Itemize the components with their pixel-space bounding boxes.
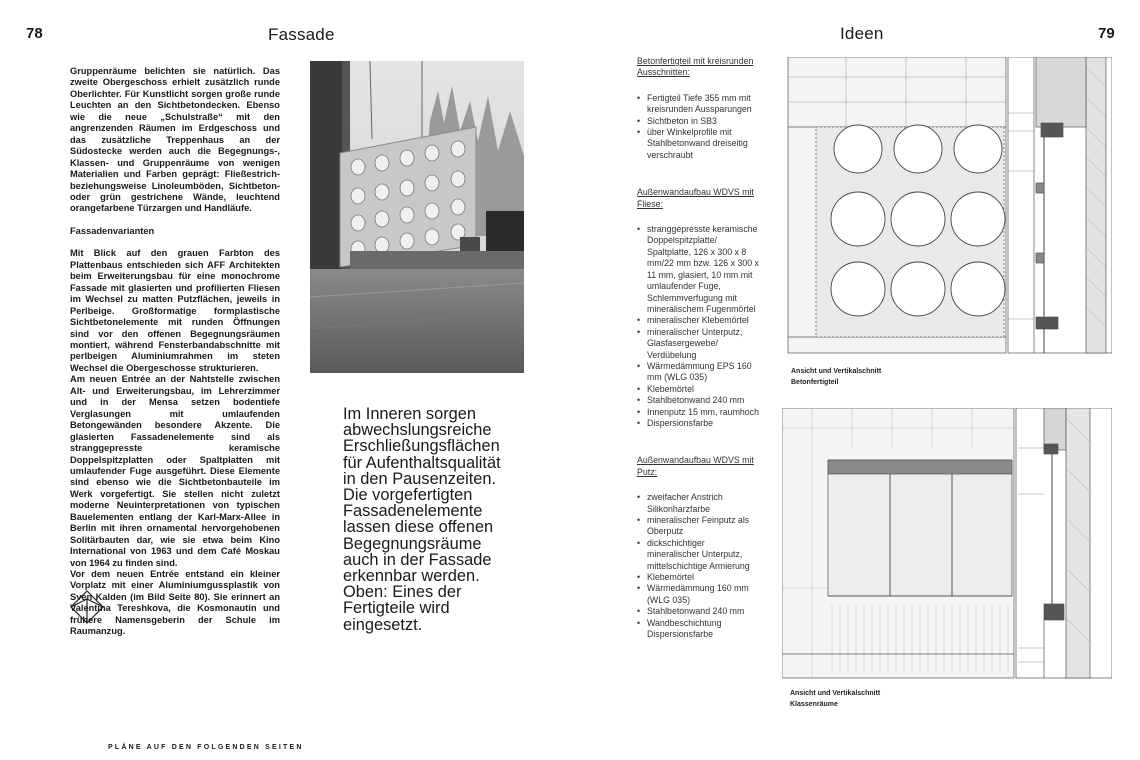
page-title-right: Ideen	[840, 24, 884, 43]
body-paragraph: Mit Blick auf den grauen Farbton des Plattenbaus entschieden sich AFF Architekten beim Erweiterungsbau für eine monochrome Fassade mit glasierten und profilierten Fliesen im Wechsel zu matten Putzflächen, jeweils in Perlbeige. Großformatige formplastische Sichtbetonelemente mit runden Öffnungen sind vor den offenen Begegnungsräumen montiert, während Fensterbandabschnitte mit perlbeigen Aluminiumrahmen im steten Wechsel die Obergeschosse strukturieren.	[70, 248, 280, 373]
spec-item: • stranggepresste keramische Doppelspitzplatte/ Spaltplatte, 126 x 300 x 8 mm/22 mm bzw. 126 x 300 x 11 mm, glasiert, 10 mm mit umlaufender Fuge, Schlemmverfugung mit mineralischem Fugenmörtel	[637, 224, 759, 315]
caption-line: Klassenräume	[790, 701, 838, 708]
spec-item: • Dispersionsfarbe	[637, 418, 759, 429]
spec-item: • mineralischer Feinputz als Oberputz	[637, 515, 759, 538]
page-number-right: 79	[1098, 25, 1115, 42]
spec-item: • Stahlbetonwand 240 mm	[637, 606, 759, 617]
caption-drawing-1	[791, 366, 881, 388]
footer-note: PLÄNE AUF DEN FOLGENDEN SEITEN	[108, 744, 304, 751]
spec-block	[637, 187, 759, 429]
cube-outline-icon	[69, 589, 105, 625]
body-paragraph: Gruppenräume belichten sie natürlich. Das zweite Obergeschoss erhielt zusätzlich runde Oberlichter. Für Kunstlicht sorgen große runde Leuchten an den Sichtbetondecken. Ebenso wie die neue „Schulstraße“ mit den angrenzenden Räumen im Erdgeschoss und das zusätzliche Treppenhaus an der Südostecke werden auch die Begegnungs-, Klassen- und Gruppenräume von wenigen Materialien und Farben geprägt: Fließestrich- beziehungsweise Linoleumböden, Sichtbeton- oder grün gestrichene Wände, leuchtend orangefarbene Türzargen und Handläufe.	[70, 66, 280, 214]
spec-item: • Innenputz 15 mm, raumhoch	[637, 407, 759, 418]
spec-item: • Wärmedämmung EPS 160 mm (WLG 035)	[637, 361, 759, 384]
spec-block	[637, 455, 759, 640]
caption-line: Ansicht und Vertikalschnitt	[790, 690, 881, 697]
spec-item: • Sichtbeton in SB3	[637, 116, 759, 127]
spec-item: • Wandbeschichtung Dispersionsfarbe	[637, 618, 759, 641]
caption-line: Ansicht und Vertikalschnitt	[791, 368, 882, 375]
spec-item: • Klebemörtel	[637, 572, 759, 583]
spec-item: • Klebemörtel	[637, 384, 759, 395]
caption-drawing-2	[790, 688, 880, 710]
spec-item: • Stahlbetonwand 240 mm	[637, 395, 759, 406]
spec-item: • mineralischer Klebemörtel	[637, 315, 759, 326]
photo-precast-element	[310, 61, 524, 373]
body-text-column	[70, 66, 280, 638]
page-number-left: 78	[26, 25, 43, 42]
drawing-precast-elevation-section	[786, 57, 1112, 355]
pull-quote: Im Inneren sorgen abwechslungsreiche Erschließungsflächen für Aufenthaltsqualität in den Pausenzeiten. Die vorgefertigten Fassadenelemente lassen diese offenen Begegnungsräume auch in der Fassade erkennbar werden. Oben: Eines der Fertigteile wird eingesetzt.	[343, 405, 501, 634]
body-paragraph: Vor dem neuen Entrée entstand ein kleiner Vorplatz mit einer Aluminiumgussplastik von Sven Kalden (im Bild Seite 80). Sie erinnert an Valentina Tereshkova, die Kosmonautin und frühere Namensgeberin der Schule im Raumanzug.	[70, 569, 280, 637]
section-subheading: Fassadenvarianten	[70, 225, 155, 236]
spec-item: • dickschichtiger mineralischer Unterputz, mittelschichtige Armierung	[637, 538, 759, 572]
spec-item: • Wärmedämmung 160 mm (WLG 035)	[637, 583, 759, 606]
spec-item: • mineralischer Unterputz, Glasfasergewebe/ Verdübelung	[637, 327, 759, 361]
body-paragraph: Am neuen Entrée an der Nahtstelle zwischen Alt- und Erweiterungsbau, im Lehrerzimmer und in der Mensa setzen bodentiefe Verglasungen mit umlaufenden Betongewänden besondere Akzente. Die glasierten Fassadenelemente sind als stranggepresste keramische Doppelspitzplatten oder Spaltplatten mit umlaufender Fuge ausgeführt. Diese Elemente sind ebenso wie die Sichtbetonbauteile im Werk vorgefertigt. Sie stellen nicht zuletzt moderne Neuinterpretationen von typischen Bauelementen entlang der Karl-Marx-Allee in Berlin mit ihren ornamental hervorgehobenen Solitärbauten dar, wie sie etwa beim Kino International von 1963 und dem Café Moskau von 1964 zu finden sind.	[70, 374, 280, 568]
page-title-left: Fassade	[268, 25, 335, 44]
spec-block	[637, 56, 759, 161]
caption-line: Betonfertigteil	[791, 379, 839, 386]
spec-heading: Außenwandaufbau WDVS mit Fliese:	[637, 187, 754, 209]
spec-column	[637, 56, 759, 666]
spec-item: • zweifacher Anstrich Silikonharzfarbe	[637, 492, 759, 515]
spec-item: • über Winkelprofile mit Stahlbetonwand dreiseitig verschraubt	[637, 127, 759, 161]
drawing-classroom-elevation-section	[782, 408, 1112, 680]
spec-item: • Fertigteil Tiefe 355 mm mit kreisrunden Aussparungen	[637, 93, 759, 116]
spec-heading: Außenwandaufbau WDVS mit Putz:	[637, 455, 754, 477]
spec-heading: Betonfertigteil mit kreisrunden Ausschnitten:	[637, 56, 754, 78]
